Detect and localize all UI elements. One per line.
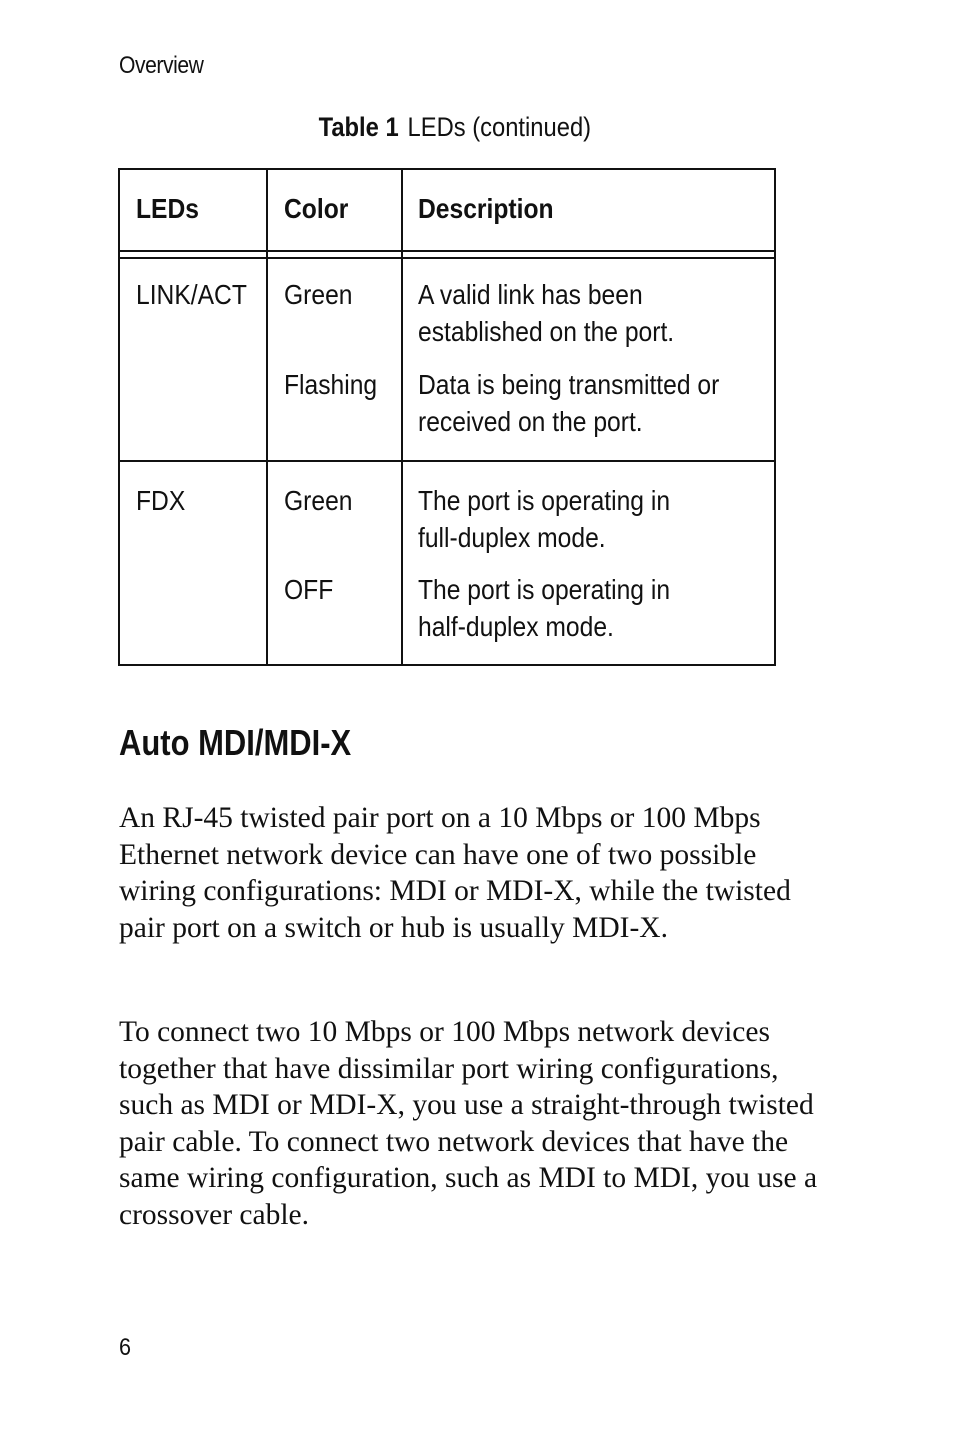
row-description-line: full-duplex mode.	[418, 522, 606, 553]
row-description-line: half-duplex mode.	[418, 611, 614, 642]
column-divider	[401, 170, 403, 664]
row-led-fdx: FDX	[136, 485, 186, 516]
running-head: Overview	[119, 52, 204, 79]
body-paragraph: An RJ-45 twisted pair port on a 10 Mbps or 100 Mbps Ethernet network device can have one of two possible wiring configurations: MDI or MDI-X, while the twisted pair port on a switch or hub is usually MDI-X.	[119, 802, 791, 944]
row-description-line: The port is operating in	[418, 485, 671, 516]
column-divider	[266, 170, 268, 664]
row-description-line: The port is operating in	[418, 574, 671, 605]
row-color: Green	[284, 485, 353, 516]
row-description-line: established on the port.	[418, 316, 675, 347]
section-title: Auto MDI/MDI-X	[119, 722, 352, 763]
body-paragraph: To connect two 10 Mbps or 100 Mbps network devices together that have dissimilar port wiring configurations, such as MDI or MDI-X, you use a straight-through twisted pair cable. To connect two network devices that have the same wiring configuration, such as MDI to MDI, you use a crossover cable.	[119, 1016, 818, 1231]
header-description: Description	[418, 193, 554, 224]
row-description-line: A valid link has been	[418, 279, 643, 310]
header-divider	[120, 257, 774, 259]
row-color: Green	[284, 279, 353, 310]
row-description-line: Data is being transmitted or	[418, 369, 720, 400]
page-number: 6	[119, 1334, 132, 1361]
table-caption-text: LEDs (continued)	[407, 112, 592, 142]
header-divider	[120, 250, 774, 252]
led-table	[118, 168, 776, 666]
header-leds: LEDs	[136, 193, 199, 224]
row-divider	[120, 460, 774, 462]
row-color: OFF	[284, 574, 334, 605]
header-color: Color	[284, 193, 349, 224]
row-description-line: received on the port.	[418, 406, 643, 437]
row-color: Flashing	[284, 369, 378, 400]
row-led-link-act: LINK/ACT	[136, 279, 247, 310]
table-caption-number: Table 1	[318, 112, 399, 142]
table-caption	[0, 112, 910, 143]
